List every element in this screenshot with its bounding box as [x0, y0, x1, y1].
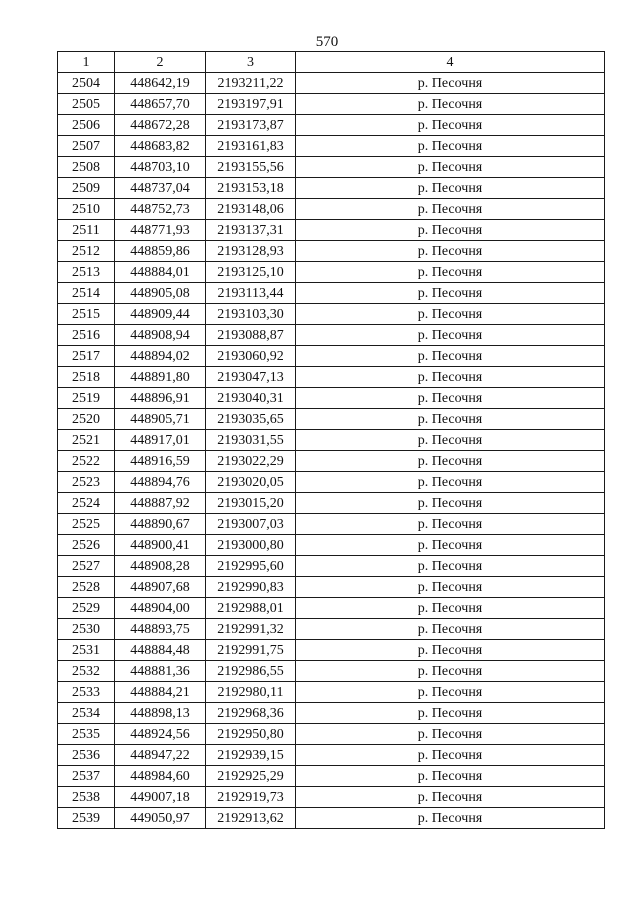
- table-row: [58, 745, 605, 766]
- x-coordinate-cell: 448703,10: [115, 157, 206, 178]
- x-coordinate-cell: 448894,76: [115, 472, 206, 493]
- y-coordinate-cell: 2193173,87: [206, 115, 296, 136]
- point-number-cell: 2525: [58, 514, 115, 535]
- header-row: [58, 52, 605, 73]
- table-row: [58, 73, 605, 94]
- x-coordinate-cell: 448898,13: [115, 703, 206, 724]
- point-number-cell: 2536: [58, 745, 115, 766]
- y-coordinate-cell: 2192939,15: [206, 745, 296, 766]
- x-coordinate-cell: 448896,91: [115, 388, 206, 409]
- y-coordinate-cell: 2193153,18: [206, 178, 296, 199]
- point-number-cell: 2509: [58, 178, 115, 199]
- x-coordinate-cell: 448916,59: [115, 451, 206, 472]
- y-coordinate-cell: 2193155,56: [206, 157, 296, 178]
- y-coordinate-cell: 2192919,73: [206, 787, 296, 808]
- x-coordinate-cell: 448984,60: [115, 766, 206, 787]
- y-coordinate-cell: 2193000,80: [206, 535, 296, 556]
- point-number-cell: 2526: [58, 535, 115, 556]
- x-coordinate-cell: 448683,82: [115, 136, 206, 157]
- y-coordinate-cell: 2192995,60: [206, 556, 296, 577]
- y-coordinate-cell: 2192991,32: [206, 619, 296, 640]
- x-coordinate-cell: 448908,94: [115, 325, 206, 346]
- point-number-cell: 2529: [58, 598, 115, 619]
- point-number-cell: 2504: [58, 73, 115, 94]
- description-cell: р. Песочня: [296, 619, 605, 640]
- y-coordinate-cell: 2193031,55: [206, 430, 296, 451]
- description-cell: р. Песочня: [296, 745, 605, 766]
- point-number-cell: 2519: [58, 388, 115, 409]
- table-row: [58, 787, 605, 808]
- point-number-cell: 2506: [58, 115, 115, 136]
- table-row: [58, 451, 605, 472]
- y-coordinate-cell: 2193060,92: [206, 346, 296, 367]
- y-coordinate-cell: 2193022,29: [206, 451, 296, 472]
- description-cell: р. Песочня: [296, 388, 605, 409]
- table-row: [58, 766, 605, 787]
- point-number-cell: 2539: [58, 808, 115, 829]
- x-coordinate-cell: 448642,19: [115, 73, 206, 94]
- table-row: [58, 682, 605, 703]
- y-coordinate-cell: 2193125,10: [206, 262, 296, 283]
- x-coordinate-cell: 448657,70: [115, 94, 206, 115]
- x-coordinate-cell: 448881,36: [115, 661, 206, 682]
- description-cell: р. Песочня: [296, 73, 605, 94]
- description-cell: р. Песочня: [296, 241, 605, 262]
- y-coordinate-cell: 2193035,65: [206, 409, 296, 430]
- x-coordinate-cell: 448884,21: [115, 682, 206, 703]
- x-coordinate-cell: 448947,22: [115, 745, 206, 766]
- x-coordinate-cell: 448908,28: [115, 556, 206, 577]
- point-number-cell: 2522: [58, 451, 115, 472]
- x-coordinate-cell: 448909,44: [115, 304, 206, 325]
- description-cell: р. Песочня: [296, 409, 605, 430]
- point-number-cell: 2516: [58, 325, 115, 346]
- point-number-cell: 2517: [58, 346, 115, 367]
- description-cell: р. Песочня: [296, 598, 605, 619]
- x-coordinate-cell: 449050,97: [115, 808, 206, 829]
- description-cell: р. Песочня: [296, 304, 605, 325]
- point-number-cell: 2537: [58, 766, 115, 787]
- point-number-cell: 2511: [58, 220, 115, 241]
- table-row: [58, 556, 605, 577]
- y-coordinate-cell: 2193015,20: [206, 493, 296, 514]
- y-coordinate-cell: 2193040,31: [206, 388, 296, 409]
- page-number: 570: [315, 34, 339, 50]
- table-row: [58, 724, 605, 745]
- y-coordinate-cell: 2193197,91: [206, 94, 296, 115]
- description-cell: р. Песочня: [296, 220, 605, 241]
- description-cell: р. Песочня: [296, 787, 605, 808]
- x-coordinate-cell: 448894,02: [115, 346, 206, 367]
- point-number-cell: 2531: [58, 640, 115, 661]
- description-cell: р. Песочня: [296, 199, 605, 220]
- x-coordinate-cell: 448893,75: [115, 619, 206, 640]
- x-coordinate-cell: 448917,01: [115, 430, 206, 451]
- x-coordinate-cell: 448905,71: [115, 409, 206, 430]
- y-coordinate-cell: 2192991,75: [206, 640, 296, 661]
- description-cell: р. Песочня: [296, 325, 605, 346]
- table-row: [58, 514, 605, 535]
- y-coordinate-cell: 2192986,55: [206, 661, 296, 682]
- table-body: [58, 73, 605, 829]
- description-cell: р. Песочня: [296, 472, 605, 493]
- header-cell-1: 1: [58, 52, 115, 73]
- y-coordinate-cell: 2192990,83: [206, 577, 296, 598]
- x-coordinate-cell: 448884,48: [115, 640, 206, 661]
- y-coordinate-cell: 2192950,80: [206, 724, 296, 745]
- table-row: [58, 157, 605, 178]
- y-coordinate-cell: 2192913,62: [206, 808, 296, 829]
- header-cell-4: 4: [296, 52, 605, 73]
- x-coordinate-cell: 448900,41: [115, 535, 206, 556]
- point-number-cell: 2538: [58, 787, 115, 808]
- point-number-cell: 2512: [58, 241, 115, 262]
- table-row: [58, 577, 605, 598]
- table-row: [58, 367, 605, 388]
- y-coordinate-cell: 2193161,83: [206, 136, 296, 157]
- description-cell: р. Песочня: [296, 115, 605, 136]
- point-number-cell: 2532: [58, 661, 115, 682]
- description-cell: р. Песочня: [296, 703, 605, 724]
- point-number-cell: 2515: [58, 304, 115, 325]
- point-number-cell: 2518: [58, 367, 115, 388]
- point-number-cell: 2528: [58, 577, 115, 598]
- x-coordinate-cell: 449007,18: [115, 787, 206, 808]
- y-coordinate-cell: 2192925,29: [206, 766, 296, 787]
- point-number-cell: 2521: [58, 430, 115, 451]
- table-row: [58, 661, 605, 682]
- y-coordinate-cell: 2193113,44: [206, 283, 296, 304]
- description-cell: р. Песочня: [296, 577, 605, 598]
- point-number-cell: 2514: [58, 283, 115, 304]
- table-row: [58, 115, 605, 136]
- y-coordinate-cell: 2193088,87: [206, 325, 296, 346]
- y-coordinate-cell: 2192980,11: [206, 682, 296, 703]
- x-coordinate-cell: 448890,67: [115, 514, 206, 535]
- point-number-cell: 2523: [58, 472, 115, 493]
- y-coordinate-cell: 2193047,13: [206, 367, 296, 388]
- table-row: [58, 220, 605, 241]
- table-row: [58, 325, 605, 346]
- y-coordinate-cell: 2193103,30: [206, 304, 296, 325]
- x-coordinate-cell: 448752,73: [115, 199, 206, 220]
- point-number-cell: 2505: [58, 94, 115, 115]
- x-coordinate-cell: 448887,92: [115, 493, 206, 514]
- table-row: [58, 619, 605, 640]
- table-row: [58, 388, 605, 409]
- point-number-cell: 2530: [58, 619, 115, 640]
- description-cell: р. Песочня: [296, 724, 605, 745]
- table-row: [58, 178, 605, 199]
- y-coordinate-cell: 2192988,01: [206, 598, 296, 619]
- y-coordinate-cell: 2193020,05: [206, 472, 296, 493]
- table-row: [58, 472, 605, 493]
- description-cell: р. Песочня: [296, 283, 605, 304]
- description-cell: р. Песочня: [296, 262, 605, 283]
- description-cell: р. Песочня: [296, 493, 605, 514]
- description-cell: р. Песочня: [296, 367, 605, 388]
- x-coordinate-cell: 448672,28: [115, 115, 206, 136]
- point-number-cell: 2535: [58, 724, 115, 745]
- point-number-cell: 2527: [58, 556, 115, 577]
- y-coordinate-cell: 2192968,36: [206, 703, 296, 724]
- description-cell: р. Песочня: [296, 346, 605, 367]
- description-cell: р. Песочня: [296, 640, 605, 661]
- table-row: [58, 136, 605, 157]
- y-coordinate-cell: 2193007,03: [206, 514, 296, 535]
- table-row: [58, 808, 605, 829]
- table-row: [58, 535, 605, 556]
- description-cell: р. Песочня: [296, 451, 605, 472]
- point-number-cell: 2508: [58, 157, 115, 178]
- description-cell: р. Песочня: [296, 178, 605, 199]
- y-coordinate-cell: 2193137,31: [206, 220, 296, 241]
- table-row: [58, 598, 605, 619]
- coordinates-table: [57, 51, 605, 829]
- x-coordinate-cell: 448884,01: [115, 262, 206, 283]
- point-number-cell: 2520: [58, 409, 115, 430]
- description-cell: р. Песочня: [296, 94, 605, 115]
- table-header: [58, 52, 605, 73]
- y-coordinate-cell: 2193128,93: [206, 241, 296, 262]
- x-coordinate-cell: 448904,00: [115, 598, 206, 619]
- x-coordinate-cell: 448771,93: [115, 220, 206, 241]
- y-coordinate-cell: 2193148,06: [206, 199, 296, 220]
- table-row: [58, 346, 605, 367]
- x-coordinate-cell: 448907,68: [115, 577, 206, 598]
- description-cell: р. Песочня: [296, 430, 605, 451]
- description-cell: р. Песочня: [296, 136, 605, 157]
- table-row: [58, 409, 605, 430]
- description-cell: р. Песочня: [296, 766, 605, 787]
- point-number-cell: 2533: [58, 682, 115, 703]
- table-row: [58, 493, 605, 514]
- point-number-cell: 2510: [58, 199, 115, 220]
- point-number-cell: 2534: [58, 703, 115, 724]
- point-number-cell: 2524: [58, 493, 115, 514]
- description-cell: р. Песочня: [296, 682, 605, 703]
- point-number-cell: 2513: [58, 262, 115, 283]
- table-row: [58, 94, 605, 115]
- y-coordinate-cell: 2193211,22: [206, 73, 296, 94]
- description-cell: р. Песочня: [296, 157, 605, 178]
- header-cell-3: 3: [206, 52, 296, 73]
- table-row: [58, 241, 605, 262]
- description-cell: р. Песочня: [296, 661, 605, 682]
- table-row: [58, 304, 605, 325]
- x-coordinate-cell: 448737,04: [115, 178, 206, 199]
- description-cell: р. Песочня: [296, 514, 605, 535]
- header-cell-2: 2: [115, 52, 206, 73]
- table-row: [58, 640, 605, 661]
- description-cell: р. Песочня: [296, 535, 605, 556]
- table-row: [58, 262, 605, 283]
- point-number-cell: 2507: [58, 136, 115, 157]
- table-row: [58, 430, 605, 451]
- x-coordinate-cell: 448859,86: [115, 241, 206, 262]
- description-cell: р. Песочня: [296, 808, 605, 829]
- table-row: [58, 283, 605, 304]
- x-coordinate-cell: 448905,08: [115, 283, 206, 304]
- table-row: [58, 703, 605, 724]
- x-coordinate-cell: 448891,80: [115, 367, 206, 388]
- x-coordinate-cell: 448924,56: [115, 724, 206, 745]
- description-cell: р. Песочня: [296, 556, 605, 577]
- table-row: [58, 199, 605, 220]
